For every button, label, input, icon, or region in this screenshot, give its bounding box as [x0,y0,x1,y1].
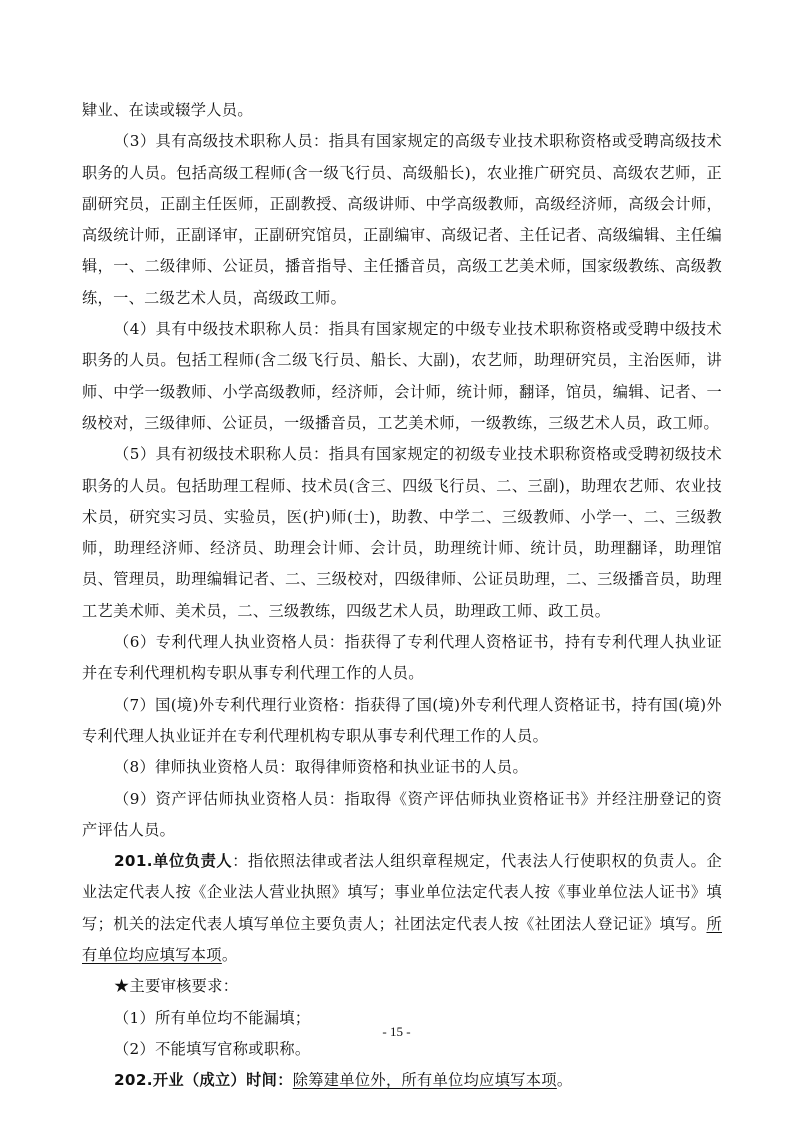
paragraph-asset-appraiser: （9）资产评估师执业资格人员：指取得《资产评估师执业资格证书》并经注册登记的资产评估人员。 [82,789,722,839]
item-201-end: 。 [221,946,238,965]
paragraph-patent-agent: （6）专利代理人执业资格人员：指获得了专利代理人资格证书，持有专利代理人执业证并在专利代理机构专职从事专利代理工作的人员。 [82,633,722,683]
item-202 [82,1065,722,1096]
item-201-term: 单位负责人 [152,852,233,871]
page-number: - 15 - [382,1024,411,1039]
item-202-colon: ： [277,1071,293,1090]
item-201-number: 201. [114,852,153,871]
item-202-term: 开业（成立）时间 [152,1071,278,1090]
paragraph-senior-title: （3）具有高级技术职称人员：指具有国家规定的高级专业技术职称资格或受聘高级技术职务的人员。包括高级工程师(含一级飞行员、高级船长)，农业推广研究员、高级农艺师，正副研究员，正副主任医师，正副教授、高级讲师、中学高级教师，高级经济师，高级会计师，高级统计师，正副译审，正副研究馆员，正副编审、高级记者、主任记者、高级编辑、主任编辑，一、二级律师、公证员，播音指导、主任播音员，高级工艺美术师，国家级教练、高级教练，一、二级艺术人员，高级政工师。 [82,132,722,307]
item-201-underlined: 所有单位均应填写本项 [82,914,722,965]
review-item-2: （2）不能填写官称或职称。 [114,1039,311,1058]
item-202-underlined: 除筹建单位外，所有单位均应填写本项 [292,1071,557,1090]
item-201-text: ：指依照法律或者法人组织章程规定，代表法人行使职权的负责人。企业法定代表人按《企业法人营业执照》填写；事业单位法定代表人按《事业单位法人证书》填写；机关的法定代表人填写单位主要负责人；社团法定代表人按《社团法人登记证》填写。 [82,852,723,933]
paragraph-continuation: 肄业、在读或辍学人员。 [82,101,253,119]
paragraph-lawyer: （8）律师执业资格人员：取得律师资格和执业证书的人员。 [114,758,528,777]
paragraph-junior-title: （5）具有初级技术职称人员：指具有国家规定的初级专业技术职称资格或受聘初级技术职务的人员。包括助理工程师、技术员(含三、四级飞行员、二、三副)，助理农艺师、农业技术员，研究实习员、实验员，医(护)师(士)，助教、中学二、三级教师、小学一、二、三级教师，助理经济师、经济员、助理会计师、会计员，助理统计师、统计员，助理翻译，助理馆员、管理员，助理编辑记者、二、三级校对，四级律师、公证员助理，二、三级播音员，助理工艺美术师、美术员，二、三级教练，四级艺术人员，助理政工师、政工员。 [82,445,722,620]
paragraph-intermediate-title: （4）具有中级技术职称人员：指具有国家规定的中级专业技术职称资格或受聘中级技术职务的人员。包括工程师(含二级飞行员、船长、大副)，农艺师，助理研究员，主治医师，讲师、中学一级教师、小学高级教师，经济师，会计师，统计师，翻译，馆员，编辑、记者、一级校对，三级律师、公证员，一级播音员，工艺美术师，一级教练，三级艺术人员，政工师。 [82,320,722,432]
document-body [82,95,722,1097]
item-201 [82,846,722,971]
review-heading: ★主要审核要求： [114,977,239,996]
item-202-end: 。 [556,1071,573,1090]
item-202-number: 202. [114,1071,153,1090]
review-item-1: （1）所有单位均不能漏填； [114,1008,311,1027]
paragraph-foreign-patent-agent: （7）国(境)外专利代理行业资格：指获得了国(境)外专利代理人资格证书，持有国(境)外专利代理人执业证并在专利代理机构专职从事专利代理工作的人员。 [82,695,722,745]
